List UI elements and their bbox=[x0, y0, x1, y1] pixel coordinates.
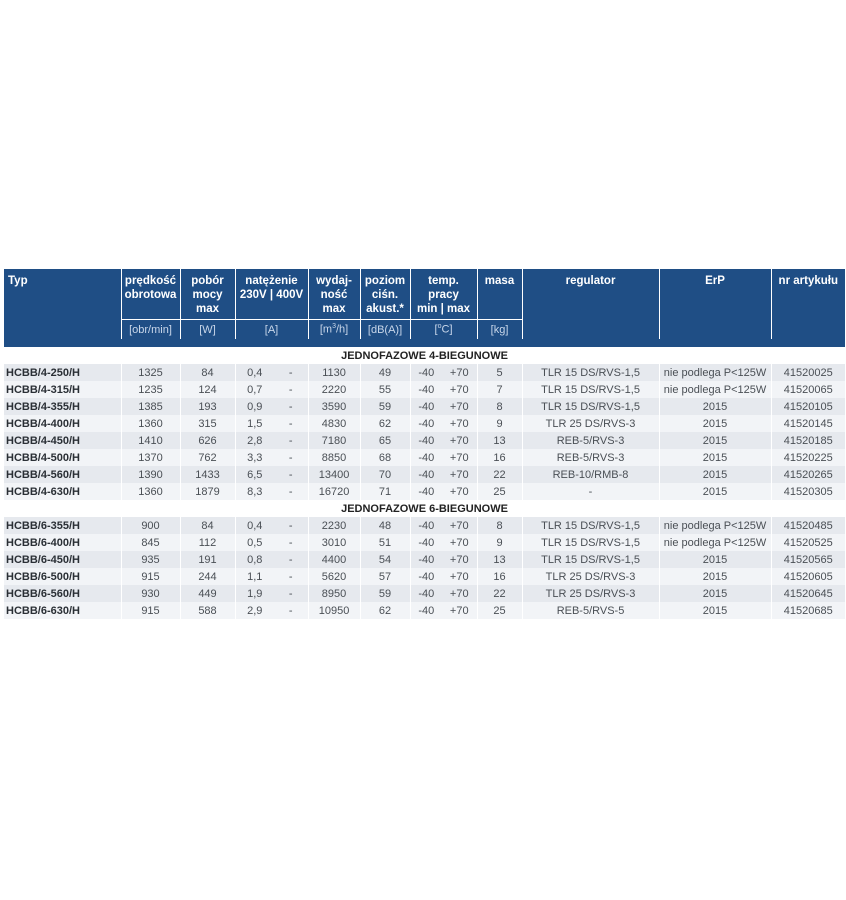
erp-value: 2015 bbox=[659, 585, 771, 602]
temp-max-value: +70 bbox=[442, 483, 477, 500]
nr-artykulu-value: 41520145 bbox=[771, 415, 845, 432]
regulator-value: REB-10/RMB-8 bbox=[522, 466, 659, 483]
masa-value: 13 bbox=[477, 432, 522, 449]
erp-value: nie podlega P<125W bbox=[659, 534, 771, 551]
natezenie-400v-value: - bbox=[274, 449, 308, 466]
temp-max-value: +70 bbox=[442, 602, 477, 619]
pobor-value: 588 bbox=[180, 602, 235, 619]
regulator-value: - bbox=[522, 483, 659, 500]
unit-natezenie: [A] bbox=[235, 320, 308, 340]
table-row bbox=[4, 602, 845, 619]
masa-value: 8 bbox=[477, 398, 522, 415]
regulator-value: REB-5/RVS-5 bbox=[522, 602, 659, 619]
table-row bbox=[4, 534, 845, 551]
section-title: JEDNOFAZOWE 4-BIEGUNOWE bbox=[4, 347, 845, 364]
temp-max-value: +70 bbox=[442, 415, 477, 432]
table-row bbox=[4, 449, 845, 466]
temp-min-value: -40 bbox=[410, 432, 442, 449]
masa-value: 9 bbox=[477, 415, 522, 432]
header-erp: ErP bbox=[659, 269, 771, 320]
predkosc-value: 1360 bbox=[121, 483, 180, 500]
natezenie-400v-value: - bbox=[274, 381, 308, 398]
wydajnosc-value: 2230 bbox=[308, 517, 360, 534]
wydajnosc-value: 5620 bbox=[308, 568, 360, 585]
header-masa: masa bbox=[477, 269, 522, 320]
poziom-value: 55 bbox=[360, 381, 410, 398]
table-row bbox=[4, 517, 845, 534]
wydajnosc-value: 3590 bbox=[308, 398, 360, 415]
nr-artykulu-value: 41520065 bbox=[771, 381, 845, 398]
poziom-value: 62 bbox=[360, 602, 410, 619]
temp-min-value: -40 bbox=[410, 381, 442, 398]
pobor-value: 84 bbox=[180, 517, 235, 534]
predkosc-value: 1390 bbox=[121, 466, 180, 483]
temp-min-value: -40 bbox=[410, 517, 442, 534]
nr-artykulu-value: 41520645 bbox=[771, 585, 845, 602]
natezenie-400v-value: - bbox=[274, 415, 308, 432]
natezenie-230v-value: 1,9 bbox=[235, 585, 274, 602]
natezenie-230v-value: 6,5 bbox=[235, 466, 274, 483]
unit-blank bbox=[659, 320, 771, 340]
natezenie-400v-value: - bbox=[274, 602, 308, 619]
table-row bbox=[4, 415, 845, 432]
predkosc-value: 1370 bbox=[121, 449, 180, 466]
natezenie-400v-value: - bbox=[274, 517, 308, 534]
pobor-value: 315 bbox=[180, 415, 235, 432]
poziom-value: 59 bbox=[360, 398, 410, 415]
nr-artykulu-value: 41520265 bbox=[771, 466, 845, 483]
fan-spec-table bbox=[4, 269, 845, 619]
poziom-value: 62 bbox=[360, 415, 410, 432]
pobor-value: 191 bbox=[180, 551, 235, 568]
temp-min-value: -40 bbox=[410, 602, 442, 619]
temp-min-value: -40 bbox=[410, 449, 442, 466]
poziom-value: 71 bbox=[360, 483, 410, 500]
natezenie-230v-value: 2,9 bbox=[235, 602, 274, 619]
unit-blank bbox=[522, 320, 659, 340]
regulator-value: TLR 25 DS/RVS-3 bbox=[522, 568, 659, 585]
table-row bbox=[4, 381, 845, 398]
model-name: HCBB/4-315/H bbox=[4, 381, 121, 398]
model-name: HCBB/6-355/H bbox=[4, 517, 121, 534]
natezenie-400v-value: - bbox=[274, 551, 308, 568]
table-row bbox=[4, 432, 845, 449]
wydajnosc-value: 16720 bbox=[308, 483, 360, 500]
temp-min-value: -40 bbox=[410, 585, 442, 602]
natezenie-230v-value: 1,5 bbox=[235, 415, 274, 432]
erp-value: nie podlega P<125W bbox=[659, 517, 771, 534]
masa-value: 5 bbox=[477, 364, 522, 381]
model-name: HCBB/6-560/H bbox=[4, 585, 121, 602]
temp-min-value: -40 bbox=[410, 466, 442, 483]
header-typ: Typ bbox=[4, 269, 121, 320]
wydajnosc-value: 13400 bbox=[308, 466, 360, 483]
table-row bbox=[4, 568, 845, 585]
pobor-value: 1879 bbox=[180, 483, 235, 500]
natezenie-230v-value: 0,4 bbox=[235, 364, 274, 381]
wydajnosc-value: 10950 bbox=[308, 602, 360, 619]
nr-artykulu-value: 41520225 bbox=[771, 449, 845, 466]
table-row bbox=[4, 585, 845, 602]
header-temp: temp. pracy min | max bbox=[410, 269, 477, 320]
nr-artykulu-value: 41520685 bbox=[771, 602, 845, 619]
temp-max-value: +70 bbox=[442, 551, 477, 568]
erp-value: 2015 bbox=[659, 449, 771, 466]
poziom-value: 51 bbox=[360, 534, 410, 551]
table-row bbox=[4, 483, 845, 500]
regulator-value: TLR 25 DS/RVS-3 bbox=[522, 585, 659, 602]
temp-max-value: +70 bbox=[442, 568, 477, 585]
natezenie-230v-value: 0,5 bbox=[235, 534, 274, 551]
pobor-value: 84 bbox=[180, 364, 235, 381]
temp-min-value: -40 bbox=[410, 534, 442, 551]
regulator-value: REB-5/RVS-3 bbox=[522, 449, 659, 466]
erp-value: nie podlega P<125W bbox=[659, 381, 771, 398]
natezenie-400v-value: - bbox=[274, 568, 308, 585]
erp-value: 2015 bbox=[659, 432, 771, 449]
temp-max-value: +70 bbox=[442, 517, 477, 534]
pobor-value: 112 bbox=[180, 534, 235, 551]
poziom-value: 49 bbox=[360, 364, 410, 381]
regulator-value: TLR 15 DS/RVS-1,5 bbox=[522, 551, 659, 568]
regulator-value: TLR 15 DS/RVS-1,5 bbox=[522, 517, 659, 534]
header-spacer bbox=[4, 339, 845, 347]
pobor-value: 1433 bbox=[180, 466, 235, 483]
masa-value: 25 bbox=[477, 483, 522, 500]
regulator-value: TLR 15 DS/RVS-1,5 bbox=[522, 381, 659, 398]
natezenie-230v-value: 0,9 bbox=[235, 398, 274, 415]
natezenie-230v-value: 2,8 bbox=[235, 432, 274, 449]
predkosc-value: 1360 bbox=[121, 415, 180, 432]
predkosc-value: 915 bbox=[121, 568, 180, 585]
predkosc-value: 1325 bbox=[121, 364, 180, 381]
unit-pobor: [W] bbox=[180, 320, 235, 340]
table-row bbox=[4, 551, 845, 568]
masa-value: 13 bbox=[477, 551, 522, 568]
unit-predkosc: [obr/min] bbox=[121, 320, 180, 340]
regulator-value: TLR 15 DS/RVS-1,5 bbox=[522, 364, 659, 381]
temp-max-value: +70 bbox=[442, 449, 477, 466]
temp-min-value: -40 bbox=[410, 568, 442, 585]
header-regulator: regulator bbox=[522, 269, 659, 320]
poziom-value: 65 bbox=[360, 432, 410, 449]
natezenie-400v-value: - bbox=[274, 466, 308, 483]
masa-value: 7 bbox=[477, 381, 522, 398]
section-6-biegunowe bbox=[4, 500, 845, 619]
temp-max-value: +70 bbox=[442, 432, 477, 449]
poziom-value: 54 bbox=[360, 551, 410, 568]
poziom-value: 70 bbox=[360, 466, 410, 483]
natezenie-230v-value: 0,8 bbox=[235, 551, 274, 568]
wydajnosc-value: 8950 bbox=[308, 585, 360, 602]
predkosc-value: 930 bbox=[121, 585, 180, 602]
nr-artykulu-value: 41520105 bbox=[771, 398, 845, 415]
header-pobor: pobór mocy max bbox=[180, 269, 235, 320]
section-title: JEDNOFAZOWE 6-BIEGUNOWE bbox=[4, 500, 845, 517]
header-wydajnosc: wydaj- ność max bbox=[308, 269, 360, 320]
erp-value: 2015 bbox=[659, 415, 771, 432]
nr-artykulu-value: 41520485 bbox=[771, 517, 845, 534]
nr-artykulu-value: 41520605 bbox=[771, 568, 845, 585]
nr-artykulu-value: 41520565 bbox=[771, 551, 845, 568]
model-name: HCBB/4-560/H bbox=[4, 466, 121, 483]
natezenie-230v-value: 3,3 bbox=[235, 449, 274, 466]
erp-value: 2015 bbox=[659, 466, 771, 483]
natezenie-400v-value: - bbox=[274, 534, 308, 551]
natezenie-400v-value: - bbox=[274, 585, 308, 602]
erp-value: 2015 bbox=[659, 602, 771, 619]
temp-max-value: +70 bbox=[442, 534, 477, 551]
predkosc-value: 845 bbox=[121, 534, 180, 551]
pobor-value: 762 bbox=[180, 449, 235, 466]
pobor-value: 193 bbox=[180, 398, 235, 415]
nr-artykulu-value: 41520305 bbox=[771, 483, 845, 500]
natezenie-230v-value: 0,4 bbox=[235, 517, 274, 534]
model-name: HCBB/4-355/H bbox=[4, 398, 121, 415]
temp-min-value: -40 bbox=[410, 398, 442, 415]
temp-max-value: +70 bbox=[442, 585, 477, 602]
regulator-value: TLR 25 DS/RVS-3 bbox=[522, 415, 659, 432]
wydajnosc-value: 1130 bbox=[308, 364, 360, 381]
wydajnosc-value: 2220 bbox=[308, 381, 360, 398]
predkosc-value: 1235 bbox=[121, 381, 180, 398]
natezenie-230v-value: 1,1 bbox=[235, 568, 274, 585]
masa-value: 16 bbox=[477, 568, 522, 585]
header-nr: nr artykułu bbox=[771, 269, 845, 320]
poziom-value: 68 bbox=[360, 449, 410, 466]
masa-value: 8 bbox=[477, 517, 522, 534]
erp-value: nie podlega P<125W bbox=[659, 364, 771, 381]
regulator-value: TLR 15 DS/RVS-1,5 bbox=[522, 534, 659, 551]
temp-max-value: +70 bbox=[442, 381, 477, 398]
natezenie-400v-value: - bbox=[274, 364, 308, 381]
wydajnosc-value: 8850 bbox=[308, 449, 360, 466]
erp-value: 2015 bbox=[659, 398, 771, 415]
masa-value: 16 bbox=[477, 449, 522, 466]
nr-artykulu-value: 41520185 bbox=[771, 432, 845, 449]
unit-wydajnosc: $[m^3/h]$ bbox=[308, 320, 360, 340]
poziom-value: 57 bbox=[360, 568, 410, 585]
header-poziom: poziom ciśn. akust.* bbox=[360, 269, 410, 320]
temp-min-value: -40 bbox=[410, 483, 442, 500]
erp-value: 2015 bbox=[659, 483, 771, 500]
predkosc-value: 915 bbox=[121, 602, 180, 619]
pobor-value: 449 bbox=[180, 585, 235, 602]
unit-blank bbox=[4, 320, 121, 340]
predkosc-value: 1385 bbox=[121, 398, 180, 415]
temp-min-value: -40 bbox=[410, 364, 442, 381]
masa-value: 22 bbox=[477, 466, 522, 483]
table-row bbox=[4, 364, 845, 381]
table-row bbox=[4, 398, 845, 415]
predkosc-value: 900 bbox=[121, 517, 180, 534]
unit-masa: [kg] bbox=[477, 320, 522, 340]
temp-max-value: +70 bbox=[442, 466, 477, 483]
erp-value: 2015 bbox=[659, 568, 771, 585]
poziom-value: 48 bbox=[360, 517, 410, 534]
model-name: HCBB/6-630/H bbox=[4, 602, 121, 619]
natezenie-230v-value: 0,7 bbox=[235, 381, 274, 398]
regulator-value: REB-5/RVS-3 bbox=[522, 432, 659, 449]
model-name: HCBB/4-450/H bbox=[4, 432, 121, 449]
wydajnosc-value: 4400 bbox=[308, 551, 360, 568]
masa-value: 9 bbox=[477, 534, 522, 551]
model-name: HCBB/4-630/H bbox=[4, 483, 121, 500]
predkosc-value: 935 bbox=[121, 551, 180, 568]
regulator-value: TLR 15 DS/RVS-1,5 bbox=[522, 398, 659, 415]
wydajnosc-value: 4830 bbox=[308, 415, 360, 432]
natezenie-230v-value: 8,3 bbox=[235, 483, 274, 500]
model-name: HCBB/4-400/H bbox=[4, 415, 121, 432]
temp-max-value: +70 bbox=[442, 364, 477, 381]
pobor-value: 124 bbox=[180, 381, 235, 398]
model-name: HCBB/4-500/H bbox=[4, 449, 121, 466]
table-row bbox=[4, 466, 845, 483]
temp-min-value: -40 bbox=[410, 415, 442, 432]
nr-artykulu-value: 41520025 bbox=[771, 364, 845, 381]
natezenie-400v-value: - bbox=[274, 483, 308, 500]
model-name: HCBB/4-250/H bbox=[4, 364, 121, 381]
erp-value: 2015 bbox=[659, 551, 771, 568]
model-name: HCBB/6-450/H bbox=[4, 551, 121, 568]
header-natezenie: natężenie 230V | 400V bbox=[235, 269, 308, 320]
masa-value: 22 bbox=[477, 585, 522, 602]
pobor-value: 244 bbox=[180, 568, 235, 585]
unit-poziom: [dB(A)] bbox=[360, 320, 410, 340]
masa-value: 25 bbox=[477, 602, 522, 619]
nr-artykulu-value: 41520525 bbox=[771, 534, 845, 551]
poziom-value: 59 bbox=[360, 585, 410, 602]
section-4-biegunowe bbox=[4, 347, 845, 500]
model-name: HCBB/6-500/H bbox=[4, 568, 121, 585]
predkosc-value: 1410 bbox=[121, 432, 180, 449]
natezenie-400v-value: - bbox=[274, 432, 308, 449]
temp-max-value: +70 bbox=[442, 398, 477, 415]
wydajnosc-value: 7180 bbox=[308, 432, 360, 449]
pobor-value: 626 bbox=[180, 432, 235, 449]
unit-temp: [$^o$C] bbox=[410, 320, 477, 340]
model-name: HCBB/6-400/H bbox=[4, 534, 121, 551]
unit-blank bbox=[771, 320, 845, 340]
temp-min-value: -40 bbox=[410, 551, 442, 568]
natezenie-400v-value: - bbox=[274, 398, 308, 415]
header-predkosc: prędkość obrotowa bbox=[121, 269, 180, 320]
wydajnosc-value: 3010 bbox=[308, 534, 360, 551]
